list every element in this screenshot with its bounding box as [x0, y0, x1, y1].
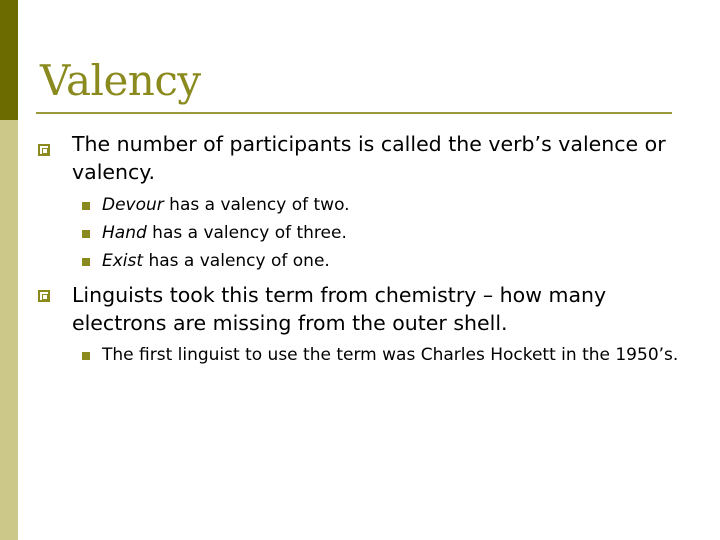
sub-bullet-text: The first linguist to use the term was Charles Hockett in the 1950’s. [102, 345, 679, 365]
sub-bullet-icon [82, 258, 90, 266]
sub-bullet-icon [82, 352, 90, 360]
sub-bullet-text: Hand has a valency of three. [102, 223, 347, 243]
bullet-text: The number of participants is called the verb’s valence or valency. [72, 132, 666, 184]
bullet-text: Linguists took this term from chemistry – how many electrons are missing from the outer shell. [72, 283, 607, 335]
bullet-square-icon [38, 144, 50, 156]
sub-bullet-text: Devour has a valency of two. [102, 195, 350, 215]
sub-bullet-icon [82, 202, 90, 210]
sub-bullet-text: Exist has a valency of one. [102, 251, 330, 271]
slide-title: Valency [40, 56, 201, 105]
left-accent-bar-dark [0, 0, 18, 120]
title-divider [36, 112, 672, 114]
sub-bullet-icon [82, 230, 90, 238]
bullet-square-icon [38, 290, 50, 302]
